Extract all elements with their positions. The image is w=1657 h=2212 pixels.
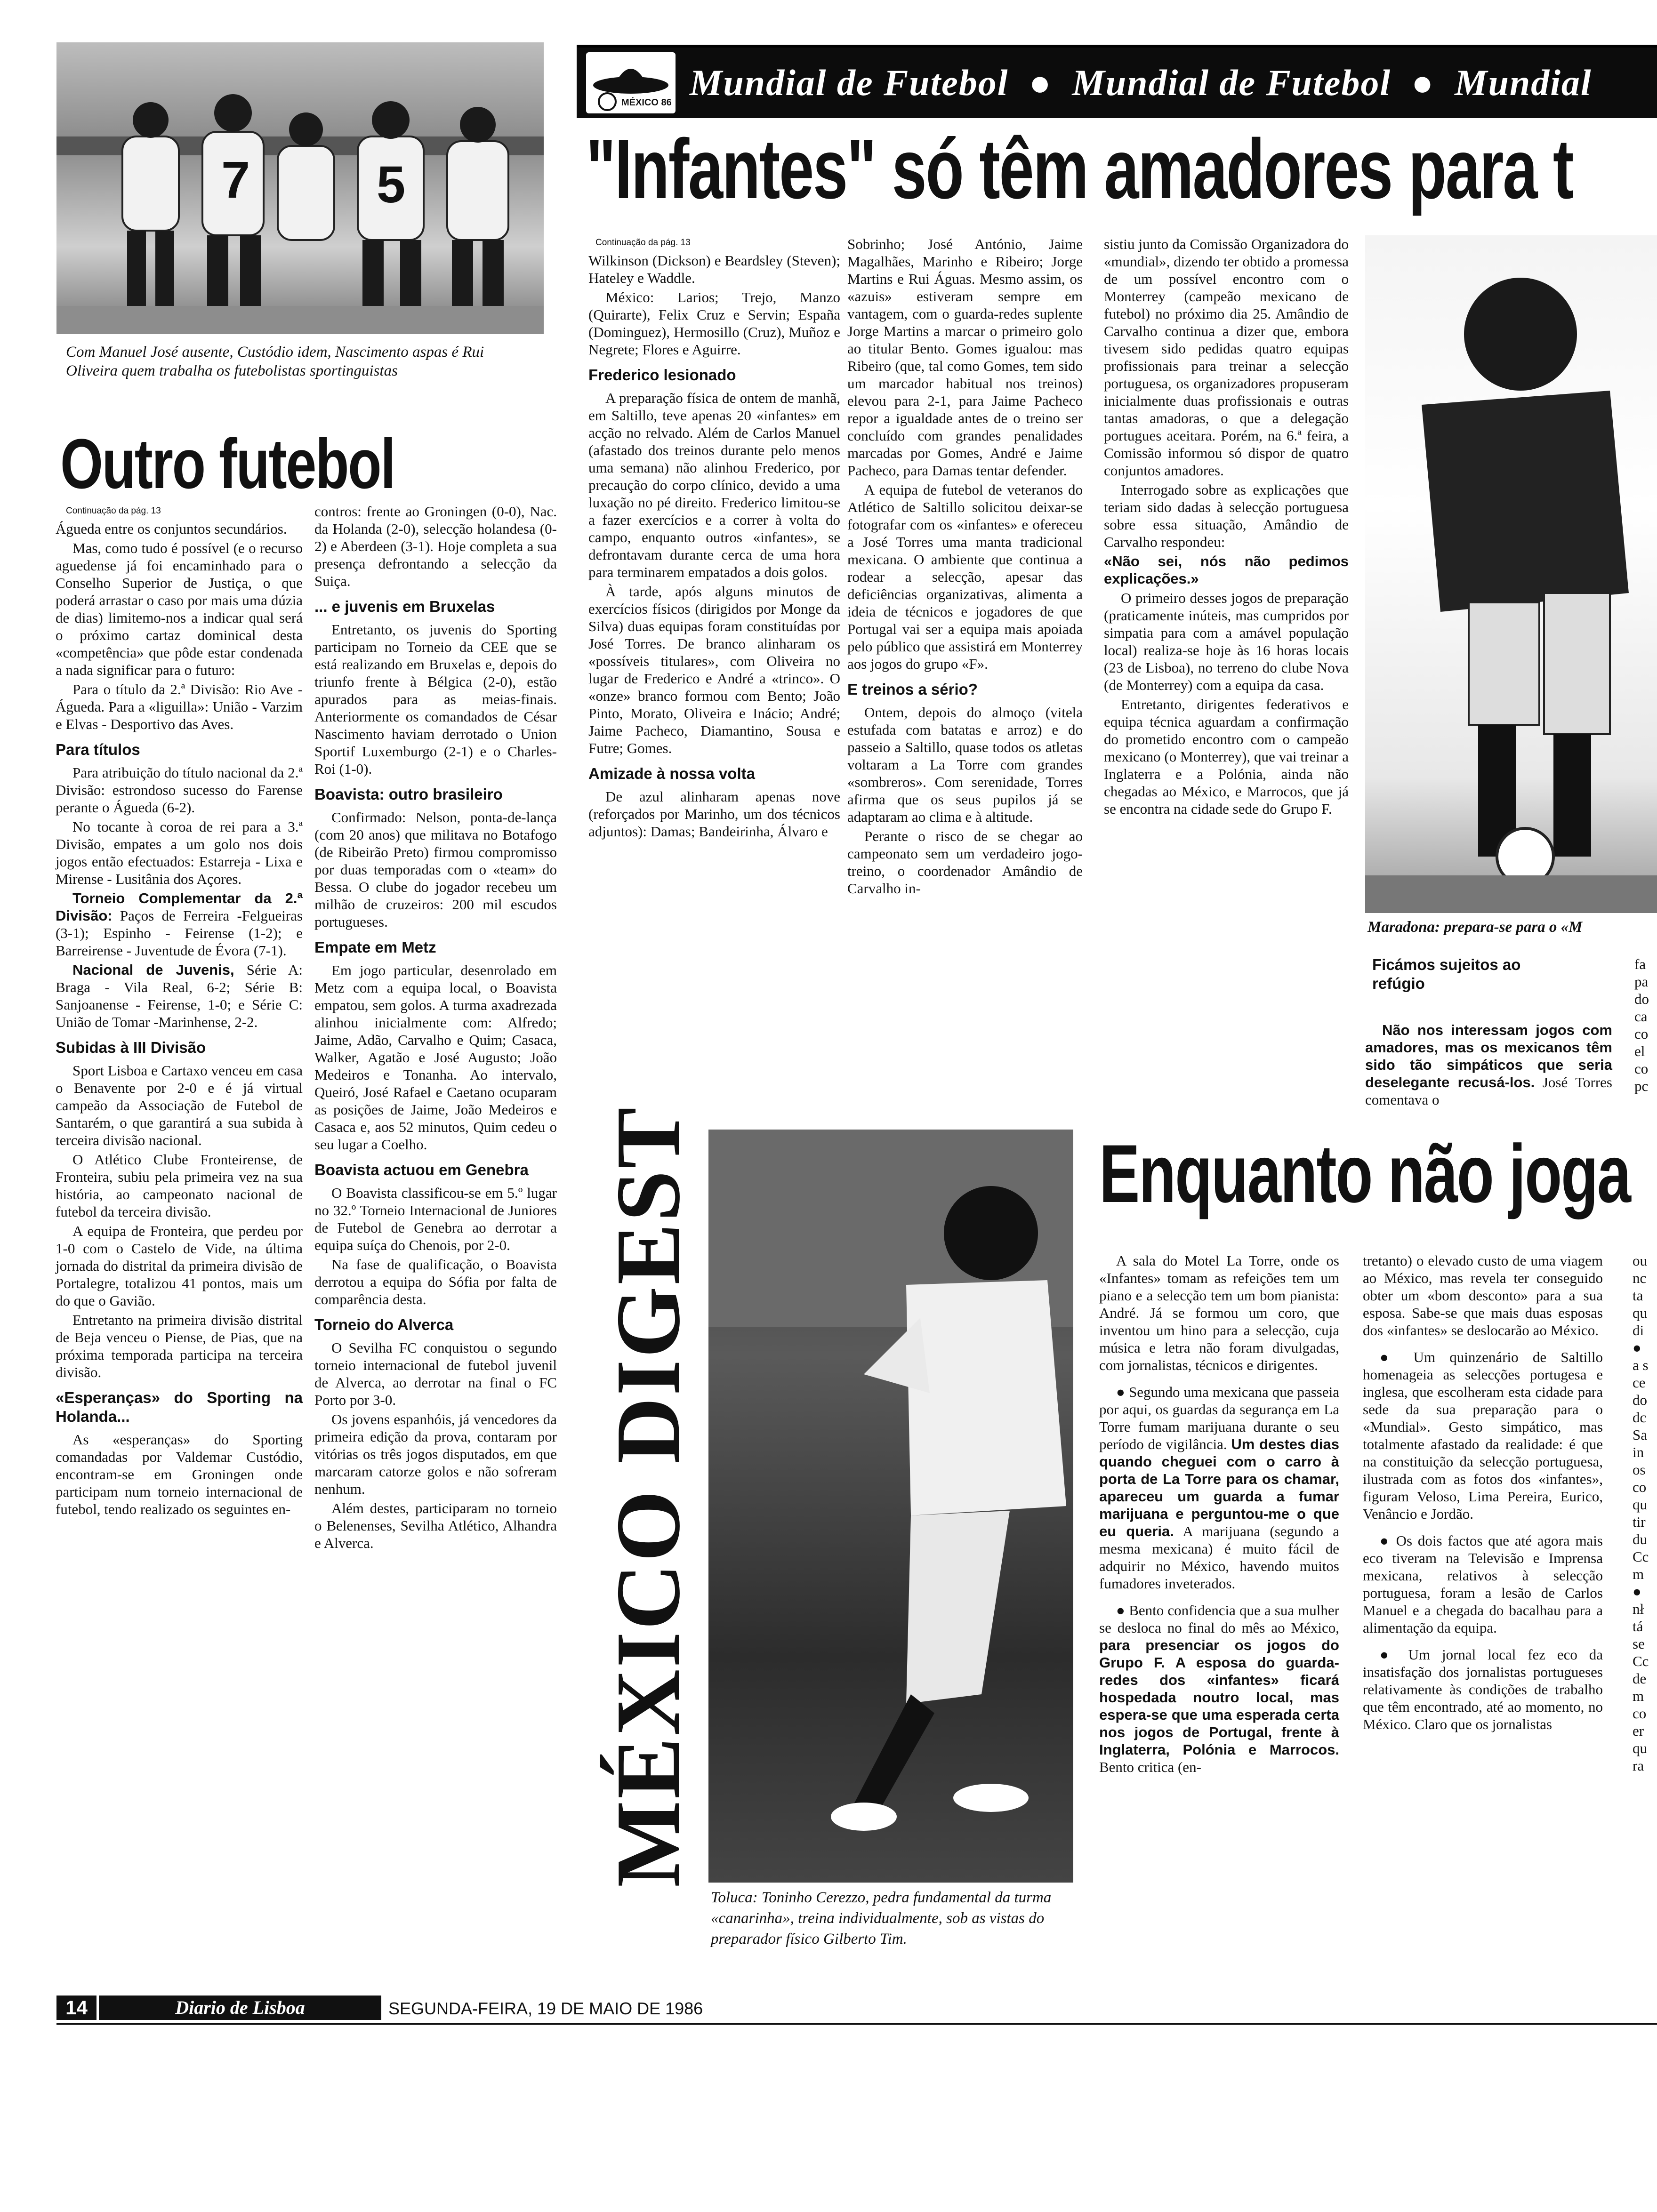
- paragraph: Confirmado: Nelson, ponta-de-lança (com 20 anos) que militava no Botafogo (de Ribeirão Preto) firmou compromisso por duas temporadas com o «team» do Bessa. O clube do jogador recebeu um milhão de cruzeiros: 200 mil escudos portugueses.: [314, 809, 557, 930]
- mundial-banner: [577, 45, 1657, 118]
- paragraph: [1099, 1383, 1339, 1592]
- subhead-treinos: E treinos a sério?: [847, 681, 978, 698]
- headline-outro-futebol: Outro futebol: [60, 424, 395, 503]
- paragraph: sistiu junto da Comissão Organizadora do «mundial», dizendo ter obtido a promessa de um possível encontro com o Monterrey (campeão mexicano de futebol) no próximo dia 25. Amândio de Carvalho continua a dizer que, embora tivesem sido pedidas quatro equipas profissionais para treinar a selecção portuguesa, os organizadores propuseram inicialmente duas profissionais e outras tantas amadoras, o que a delegação portugues aceitara. Porém, na 6.ª feira, a Comissão informou só dispor de quatro conjuntos amadores.: [1104, 236, 1349, 479]
- subhead-sujeitos: Ficámos sujeitos ao refúgio: [1372, 956, 1521, 992]
- edge-fragment: ●: [1633, 1583, 1641, 1600]
- edge-fragment: de: [1633, 1670, 1647, 1687]
- paper-masthead: Diario de Lisboa: [99, 1996, 381, 2020]
- paragraph: A equipa de futebol de veteranos do Atlético de Saltillo solicitou deixar-se fotografar com os «infantes» e ofereceu a José Torres uma manta tradicional mexicana. O ambiente que continua a rodear a selecção, apesar das deficiências organizativas, alimenta a ideia de técnicos e jogadores de que Portugal vai ser a equipa mais apoiada pelo público que assistirá em Monterrey aos jogos do grupo «F».: [847, 481, 1083, 672]
- edge-fragment: ta: [1633, 1287, 1643, 1304]
- mexico-digest-vertical-title: MÉXICO DIGEST: [597, 1105, 699, 1887]
- paragraph: Ontem, depois do almoço (vitela estufada com batatas e arroz) e do passeio a Saltillo, quase todos os atletas voltaram a La Torre com grandes «sombreros». Com serenidade, Torres afirma que os seus pupilos já se adaptaram ao clima e à altitude.: [847, 704, 1083, 825]
- edge-fragment: ra: [1633, 1757, 1644, 1774]
- digest-column-1: [1099, 1252, 1339, 1778]
- subhead-subidas: Subidas à III Divisão: [56, 1039, 206, 1056]
- subhead-genebra: Boavista actuou em Genebra: [314, 1161, 529, 1178]
- subhead-para-titulos: Para títulos: [56, 741, 140, 758]
- paragraph: Entretanto na primeira divisão distrital de Beja venceu o Piense, de Pias, que na próxima temporada participa na terceira divisão.: [56, 1312, 303, 1380]
- paragraph: Entretanto, dirigentes federativos e equipa técnica aguardam a confirmação do prometido encontro com o campeão mexicano (o Monterrey), que vai treinar a Inglaterra e a Polónia, ainda não chegadas ao México, e Marrocos, que já se encontra na cidade sede do Grupo F.: [1104, 696, 1349, 817]
- paragraph: À tarde, após alguns minutos de exercícios físicos (dirigidos por Monge da Silva) duas equipas foram constituídas por José Torres. De branco alinharam os «possíveis titulares», com Oliveira no lugar de Frederico e André a «trinco». O «onze» branco formou com Bento; João Pinto, Morato, Oliveira e Inácio; André; Jaime Pacheco, Diamantino, Sousa e Futre; Gomes.: [588, 583, 840, 756]
- edge-fragment: os: [1633, 1461, 1646, 1478]
- paragraph: Na fase de qualificação, o Boavista derrotou a equipa do Sófia por falta de comparência desta.: [314, 1256, 557, 1307]
- edge-fragment: el: [1634, 1043, 1645, 1059]
- edge-fragment: pc: [1634, 1078, 1649, 1094]
- jersey-number: 5: [377, 156, 406, 214]
- edge-fragment: m: [1633, 1688, 1644, 1704]
- edge-fragment: co: [1634, 1060, 1649, 1077]
- paragraph: tretanto) o elevado custo de uma viagem ao México, mas revela ter conseguido obter um «bom desconto» para a sua esposa. Sabe-se que mais duas esposas dos «infantes» se deslocarão ao México.: [1363, 1252, 1603, 1338]
- subhead-amizade: Amizade à nossa volta: [588, 765, 755, 782]
- mexico-86-logo: [586, 52, 676, 113]
- bold-lead: Nacional de Juvenis,: [72, 962, 234, 978]
- page-number: 14: [56, 1996, 97, 2020]
- paragraph: Interrogado sobre as explicações que teriam sido dadas à selecção portuguesa sobre essa situação, Amândio de Carvalho respondeu:: [1104, 481, 1349, 550]
- text: A marijuana (segundo a mesma mexicana) é muito fácil de adquirir no México, havendo muitos fumadores inveterados.: [1099, 1523, 1340, 1592]
- edge-fragment: Sa: [1633, 1427, 1647, 1443]
- paragraph: [56, 890, 303, 959]
- edge-fragment: pa: [1634, 973, 1649, 990]
- paragraph: ● Um quinzenário de Saltillo homenageia as selecções portugesa e inglesa, que escolheram esta cidade para sede da sua preparação para o «Mundial». Gesto simpático, mas totalmente afastado da realidade: é que na constituição da selecção portuguesa, ilustrada com as fotos dos «infantes», figuram Veloso, Lima Pereira, Eurico, Venâncio e Jordão.: [1363, 1348, 1603, 1523]
- article-column-r1: [588, 252, 840, 842]
- edge-fragment: in: [1633, 1444, 1644, 1460]
- quote: Não nos interessam jogos com amadores, mas os mexicanos têm sido tão simpáticos que seria deselegante recusá-los.: [1365, 1022, 1612, 1090]
- paragraph: contros: frente ao Groningen (0-0), Nac. da Holanda (2-0), selecção holandesa (0-2) e Aberdeen (3-1). Hoje completa a sua presença defrontando a selecção da Suiça.: [314, 503, 557, 589]
- edge-fragment: co: [1633, 1705, 1647, 1722]
- paragraph: [1365, 1021, 1612, 1108]
- players-illustration: [56, 42, 544, 334]
- sujeitos-text: [1365, 1021, 1612, 1110]
- text: Bento confidencia que a sua mulher se desloca no final do mês ao México,: [1099, 1602, 1339, 1636]
- edge-fragment: Cc: [1633, 1653, 1649, 1669]
- article-column-r3: [1104, 235, 1349, 819]
- cerezzo-illustration: [708, 1130, 1073, 1883]
- edge-fragment: tir: [1633, 1514, 1646, 1530]
- paragraph: Para o título da 2.ª Divisão: Rio Ave - Águeda. Para a «liguilla»: União - Varzim e Elvas - Desportivo das Aves.: [56, 681, 303, 732]
- maradona-caption: Maradona: prepara-se para o «M: [1367, 919, 1583, 936]
- subhead-alverca: Torneio do Alverca: [314, 1316, 454, 1333]
- bold-lead: Torneio Complementar da 2.ª Divisão:: [56, 890, 303, 924]
- paragraph: O Boavista classificou-se em 5.º lugar no 32.º Torneio Internacional de Juniores de Futebol de Genebra ao derrotar a equipa suíça do Chenois, por 2-0.: [314, 1185, 557, 1253]
- paragraph: Entretanto, os juvenis do Sporting participam no Torneio da CEE que se está realizando em Bruxelas e, depois do triunfo frente à Bélgica (2-0), estão apurados para as meias-finais. Anteriormente os comandados de César Nascimento haviam derrotado o Union Sportif Luxemburgo (2-1) e o Charles-Roi (1-0).: [314, 621, 557, 777]
- paragraph: [1104, 553, 1349, 587]
- edge-fragment: ●: [1633, 1339, 1641, 1356]
- edge-fragment: qu: [1633, 1496, 1647, 1513]
- subhead-esperancas: «Esperanças» do Sporting na Holanda...: [56, 1389, 303, 1425]
- edge-fragment: dc: [1633, 1409, 1647, 1426]
- paragraph: ● Um jornal local fez eco da insatisfação dos jornalistas portugueses relativamente às condições de trabalho que têm encontrado, até ao momento, no México. Claro que os jornalistas: [1363, 1646, 1603, 1733]
- paragraph: Em jogo particular, desenrolado em Metz com a equipa local, o Boavista empatou, sem golos. A turma axadrezada alinhou inicialmente com: Alfredo; Jaime, Adão, Carvalho e Quim; Casaca, Walker, Agatão e José Augusto; João Medeiros e Tonanha. Ao intervalo, Queiró, José Rafael e Caetano ocuparam as posições de Jaime, João Medeiros e Casaca e, aos 52 minutos, Quim cedeu o seu lugar a Coelho.: [314, 962, 557, 1153]
- edge-fragment: Cc: [1633, 1548, 1649, 1565]
- subhead-frederico: Frederico lesionado: [588, 366, 736, 384]
- digest-column-2: [1363, 1252, 1603, 1735]
- text: Bento critica (en-: [1099, 1759, 1201, 1775]
- quote: Um destes dias quando cheguei com o carro à porta de La Torre para os chamar, apareceu um guarda a fumar marijuana e perguntou-me o que eu queria.: [1099, 1436, 1340, 1539]
- article-column-r2: [847, 235, 1083, 899]
- paragraph: A equipa de Fronteira, que perdeu por 1-0 com o Castelo de Vide, na última jornada do distrital da primeira divisão de Portalegre, totalizou 41 pontos, mais um do que o Gavião.: [56, 1223, 303, 1309]
- paragraph: A sala do Motel La Torre, onde os «Infantes» tomam as refeições tem um piano e a selecção tem um bom pianista: André. Já se formou um coro, que inventou um hino para a selecção, cuja música e letra não foram divulgadas, com jornalistas, técnicos e dirigentes.: [1099, 1252, 1339, 1373]
- photo-caption: Com Manuel José ausente, Custódio idem, Nascimento aspas é Rui Oliveira quem trabalha os futebolistas sportinguistas: [66, 344, 484, 379]
- paragraph: Além destes, participaram no torneio o Belenenses, Sevilha Atlético, Alhandra e Alverca.: [314, 1500, 557, 1551]
- edge-fragment: co: [1634, 1026, 1649, 1042]
- paragraph: Sobrinho; José António, Jaime Magalhães, Marinho e Ribeiro; Jorge Martins e Rui Águas. Mesmo assim, os «azuis» estiveram sempre em vantagem, com o guarda-redes suplente Jorge Martins a marcar o primeiro golo ao titular Bento. Gomes igualou: mas Ribeiro (que, tal como Gomes, tem sido um marcador habitual nos treinos) elevou para 2-1, para Jaime Pacheco repor a igualdade antes de o treino ser concluído com grandes penalidades marcadas por Gomes, André e Jaime Pacheco, para Damas tentar defender.: [847, 236, 1083, 479]
- headline-infantes: "Infantes" só têm amadores para t: [586, 122, 1573, 216]
- paragraph: Sport Lisboa e Cartaxo venceu em casa o Benavente por 2-0 e é já virtual campeão da Associação de Futebol de Santarém, o que garantirá a sua subida à terceira divisão nacional.: [56, 1062, 303, 1148]
- issue-date: SEGUNDA-FEIRA, 19 DE MAIO DE 1986: [388, 1999, 703, 2018]
- sporting-training-photo: [56, 42, 544, 334]
- banner-text: Mundial de Futebol ● Mundial de Futebol ● Mundial: [690, 62, 1592, 103]
- paragraph: Para atribuição do título nacional da 2.ª Divisão: estrondoso sucesso do Farense perante o Águeda (6-2).: [56, 764, 303, 816]
- quote: «Não sei, nós não pedimos explicações.»: [1104, 553, 1349, 587]
- paragraph: O Sevilha FC conquistou o segundo torneio internacional de futebol juvenil de Alverca, ao derrotar na final o FC Porto por 3-0.: [314, 1339, 557, 1408]
- headline-enquanto: Enquanto não joga: [1099, 1128, 1630, 1220]
- paragraph: [56, 961, 303, 1031]
- edge-fragment: do: [1633, 1392, 1647, 1408]
- clipped-edge-column-b: [1633, 1252, 1657, 1774]
- edge-fragment: di: [1633, 1322, 1644, 1338]
- paragraph: México: Larios; Trejo, Manzo (Quirarte), Felix Cruz e Servin; España (Dominguez), Hermosillo (Cruz), Muñoz e Negrete; Flores e Aguirre.: [588, 289, 840, 358]
- maradona-illustration: [1365, 235, 1657, 913]
- edge-fragment: a s: [1633, 1357, 1649, 1373]
- paragraph: A preparação física de ontem de manhã, em Saltillo, teve apenas 20 «infantes» em acção no relvado. Além de Carlos Manuel (afastado dos treinos durante pelo menos uma semana) não alinhou Frederico, por precaução do corpo clínico, devido a uma luxação no pé direito. Frederico limitou-se a fazer exercícios e a correr à volta do campo, enquanto outros «infantes», se defrontavam durante cerca de uma hora para terminarem empatados a dois golos.: [588, 390, 840, 580]
- article-column-1: [56, 520, 303, 1520]
- footer-rule: [56, 2023, 1657, 2025]
- text: Segundo uma mexicana que passeia por aqui, os guardas da segurança em La Torre fumam marijuana durante o seu período de vigilância.: [1099, 1384, 1339, 1452]
- paragraph: [1099, 1602, 1339, 1776]
- edge-fragment: er: [1633, 1723, 1644, 1739]
- jersey-number: 7: [221, 151, 250, 209]
- edge-fragment: m: [1633, 1566, 1644, 1582]
- edge-fragment: qu: [1633, 1740, 1647, 1756]
- paragraph: De azul alinharam apenas nove (reforçados por Marinho, um dos técnicos adjuntos): Damas; Bandeirinha, Álvaro e: [588, 788, 840, 840]
- edge-fragment: ou: [1633, 1252, 1647, 1269]
- clipped-edge-column-a: [1634, 955, 1657, 1095]
- logo-text: MÉXICO 86: [621, 97, 672, 108]
- paragraph: O Atlético Clube Fronteirense, de Fronteira, subiu pela primeira vez na sua história, ao campeonato nacional de futebol da terceira divisão.: [56, 1151, 303, 1220]
- paragraph: No tocante à coroa de rei para a 3.ª Divisão, empates a um golo nos dois jogos então efectuados: Estarreja - Lixa e Mirense - Lusitânia dos Açores.: [56, 818, 303, 887]
- paragraph: Águeda entre os conjuntos secundários.: [56, 521, 287, 537]
- continuation-note: Continuação da pág. 13: [595, 238, 691, 248]
- paragraph: Os jovens espanhóis, já vencedores da primeira edição da prova, contaram por vitórias os três jogos disputados, em que marcaram catorze golos e não sofreram nenhum.: [314, 1411, 557, 1497]
- quote: para presenciar os jogos do Grupo F. A esposa do guarda-redes dos «infantes» ficará hospedada noutro local, mas espera-se que uma esperada certa nos jogos de Portugal, frente à Inglaterra, Polónia e Marrocos.: [1099, 1637, 1339, 1758]
- toluca-caption: Toluca: Toninho Cerezzo, pedra fundamental da turma «canarinha», treina individualmente, sob as vistas do preparador físico Gilberto Tim.: [711, 1889, 1052, 1948]
- paragraph: O primeiro desses jogos de preparação (praticamente inúteis, mas cumpridos por simpatia para com a amável população local) realiza-se hoje às 16 horas locais (23 de Lisboa), no terreno do clube Nova (de Monterrey) com a equipa da casa.: [1104, 590, 1349, 693]
- paragraph: As «esperanças» do Sporting comandadas por Valdemar Custódio, encontram-se em Groningen onde participam num torneio internacional de futebol, tendo realizado os seguintes en-: [56, 1431, 303, 1517]
- paragraph: Mas, como tudo é possível (e o recurso aguedense já foi encaminhado para o Conselho Superior de Justiça, o que poderá arrastar o caso por mais uma dúzia de dias) limitemo-nos a indicar qual será o próximo cartaz dominical desta «competência» que pôde estar condenada a nada significar para o futuro:: [56, 540, 303, 678]
- subhead-bruxelas: ... e juvenis em Bruxelas: [314, 598, 495, 615]
- paragraph: Perante o risco de se chegar ao campeonato sem um verdadeiro jogo-treino, o coordenador Amândio de Carvalho in-: [847, 828, 1083, 897]
- edge-fragment: nł: [1633, 1601, 1644, 1617]
- edge-fragment: ca: [1634, 1008, 1648, 1025]
- paragraph: ● Os dois factos que até agora mais eco tiveram na Televisão e Imprensa mexicana, relativos à selecção portuguesa, foram a lesão de Carlos Manuel e a chegada do bacalhau para a alimentação da equipa.: [1363, 1532, 1603, 1636]
- edge-fragment: du: [1633, 1531, 1647, 1547]
- text: Paços de Ferreira -Felgueiras (3-1); Espinho - Feirense (1-2); e Barreirense - Juventude de Évora (7-1).: [56, 907, 303, 959]
- edge-fragment: tá: [1633, 1618, 1643, 1635]
- subhead-metz: Empate em Metz: [314, 938, 436, 956]
- article-column-2: [314, 503, 557, 1554]
- text: Série A: Braga - Vila Real, 6-2; Série B: Sanjoanense - Feirense, 1-0; e Série C: União de Tomar -Marinhense, 2-2.: [56, 962, 303, 1030]
- edge-fragment: fa: [1634, 956, 1646, 972]
- edge-fragment: do: [1634, 991, 1649, 1007]
- edge-fragment: co: [1633, 1479, 1647, 1495]
- subhead-boavista-brasileiro: Boavista: outro brasileiro: [314, 785, 503, 803]
- maradona-photo: [1365, 235, 1657, 913]
- edge-fragment: qu: [1633, 1305, 1647, 1321]
- edge-fragment: nc: [1633, 1270, 1647, 1286]
- toluca-cerezzo-photo: [708, 1130, 1073, 1883]
- text: José Torres comentava o: [1365, 1074, 1612, 1108]
- edge-fragment: ce: [1633, 1374, 1646, 1391]
- paragraph: Wilkinson (Dickson) e Beardsley (Steven); Hateley e Waddle.: [588, 252, 840, 286]
- edge-fragment: se: [1633, 1635, 1645, 1652]
- continuation-note: Continuação da pág. 13: [66, 506, 161, 516]
